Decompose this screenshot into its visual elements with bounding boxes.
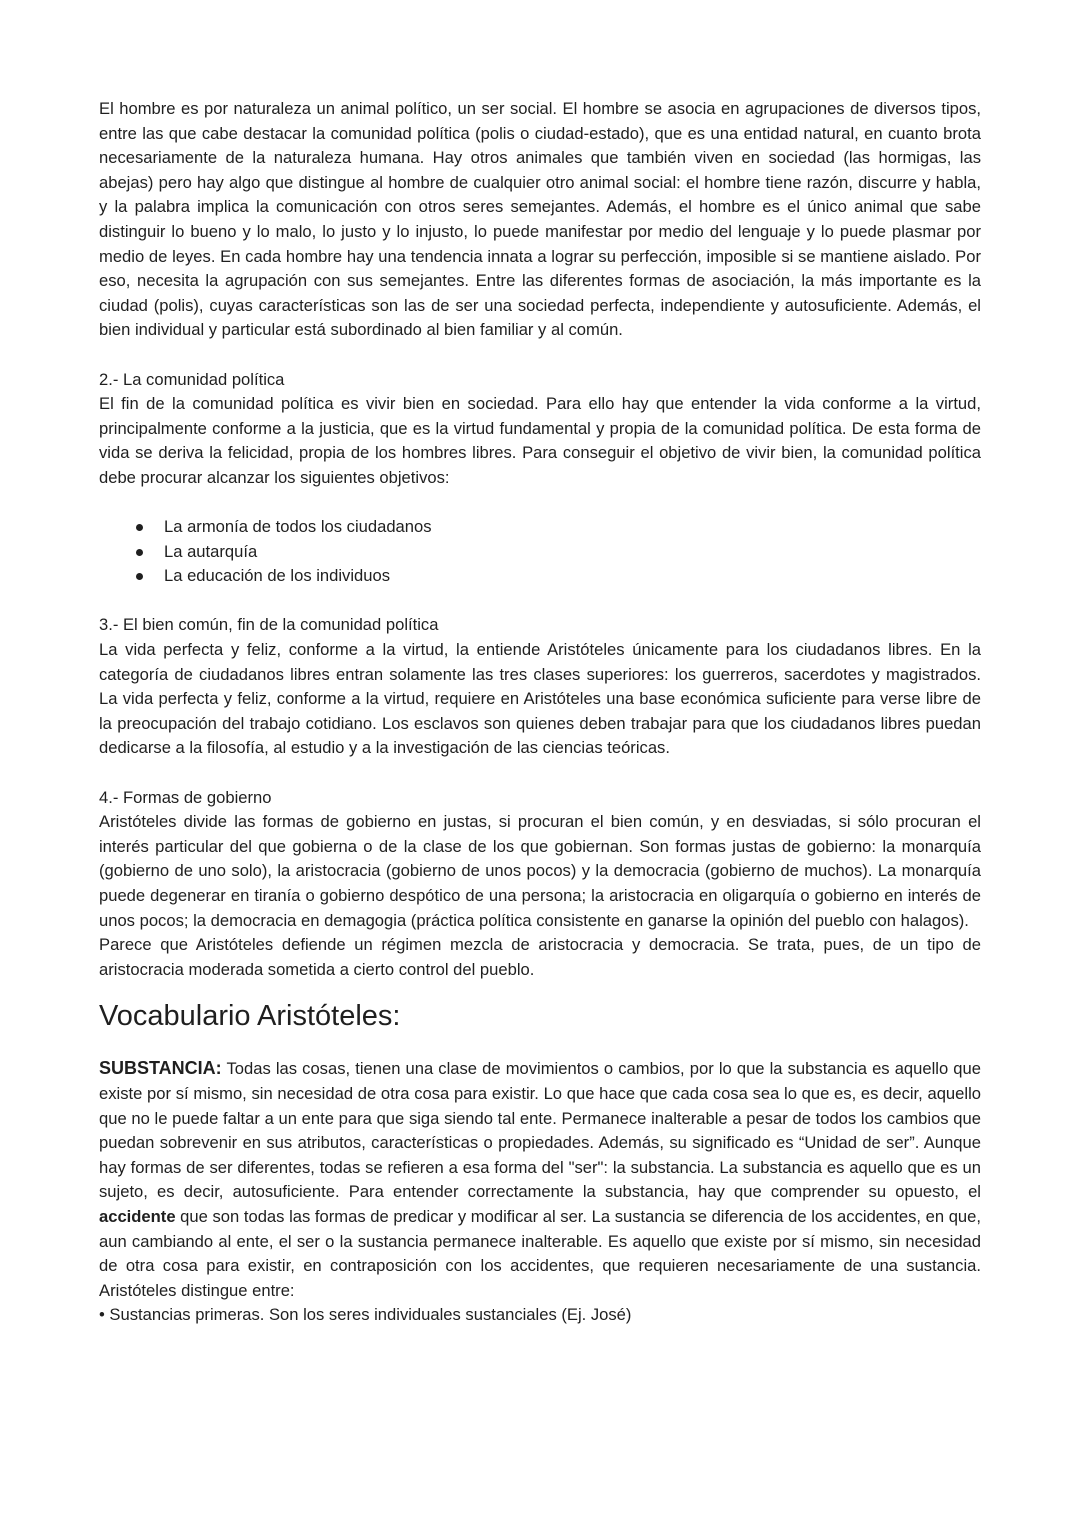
list-item: La autarquía <box>133 540 981 565</box>
term-label: SUBSTANCIA: <box>99 1058 222 1079</box>
sustancias-primeras-item: • Sustancias primeras. Son los seres individuales sustanciales (Ej. José) <box>99 1305 632 1325</box>
intro-paragraph: El hombre es por naturaleza un animal político, un ser social. El hombre se asocia en agrupaciones de diversos tipos, entre las que cabe destacar la comunidad política (polis o ciudad-estado), que es una entidad natural, en cuanto brota necesariamente de la naturaleza humana. Hay otros animales que también viven en sociedad (las hormigas, las abejas) pero hay algo que distingue al hombre de cualquier otro animal social: el hombre tiene razón, discurre y habla, y la palabra implica la comunicación con otros seres semejantes. Además, el hombre es el único animal que sabe distinguir lo bueno y lo malo, lo justo y lo injusto, lo puede manifestar por medio del lenguaje y lo puede plasmar por medio de leyes. En cada hombre hay una tendencia innata a lograr su perfección, imposible si se mantiene aislado. Por eso, necesita la agrupación con sus semejantes. Entre las diferentes formas de asociación, la más importante es la ciudad (polis), cuyas características son las de ser una sociedad perfecta, independiente y autosuficiente. Además, el bien individual y particular está subordinado al bien familiar y al común. <box>99 99 981 340</box>
objectives-list <box>99 515 981 589</box>
section-2-paragraph: El fin de la comunidad política es vivir bien en sociedad. Para ello hay que entender la vida conforme a la virtud, principalmente conforme a la justicia, que es la virtud fundamental y propia de la comunidad política. De esta forma de vida se deriva la felicidad, propia de los hombres libres. Para conseguir el objetivo de vivir bien, la comunidad política debe procurar alcanzar los siguientes objetivos: <box>99 394 981 487</box>
definition-text-a: Todas las cosas, tienen una clase de movimientos o cambios, por lo que la substancia es aquello que existe por sí mismo, sin necesidad de otra cosa para existir. Lo que hace que cada cosa sea lo que es, es decir, aquello que no le puede faltar a un ente para que siga siendo tal ente. Permanece inalterable a pesar de todos los cambios que puedan sobrevenir en sus atributos, características o propiedades. Además, su significado es “Unidad de ser”. Aunque hay formas de ser diferentes, todas se refieren a esa forma del "ser": la substancia. La substancia es aquello que es un sujeto, es decir, autosuficiente. Para entender correctamente la substancia, hay que comprender su opuesto, el <box>99 1059 981 1202</box>
vocabulary-heading: Vocabulario Aristóteles: <box>99 1000 401 1033</box>
section-3-paragraph: La vida perfecta y feliz, conforme a la virtud, la entiende Aristóteles únicamente para los ciudadanos libres. En la categoría de ciudadanos libres entran solamente las tres clases superiores: los guerreros, sacerdotes y magistrados. La vida perfecta y feliz, conforme a la virtud, requiere en Aristóteles una base económica suficiente para verse libre de la preocupación del trabajo cotidiano. Los esclavos son quienes deben trabajar para que los ciudadanos libres puedan dedicarse a la filosofía, al estudio y a la investigación de las ciencias teóricas. <box>99 640 981 758</box>
spacer <box>99 982 981 996</box>
substancia-definition <box>99 1056 981 1303</box>
accidente-term: accidente <box>99 1206 176 1226</box>
spacer <box>99 589 981 614</box>
definition-text-b: que son todas las formas de predicar y modificar al ser. La sustancia se diferencia de los accidentes, en que, aun cambiando al ente, el ser o la sustancia permanece inalterable. Es aquello que existe por sí mismo, sin necesidad de otra cosa para existir, en contraposición con los accidentes, que requieren necesariamente de una sustancia. Aristóteles distingue entre: <box>99 1206 981 1300</box>
section-2-title: 2.- La comunidad política <box>99 369 285 389</box>
list-item: La educación de los individuos <box>133 564 981 589</box>
section-4-paragraph: Aristóteles divide las formas de gobierno en justas, si procuran el bien común, y en desviadas, si sólo procuran el interés particular del que gobierna o de la clase de los que gobiernan. Son formas justas de gobierno: la monarquía (gobierno de uno solo), la aristocracia (gobierno de unos pocos) y la democracia (gobierno de muchos). La monarquía puede degenerar en tiranía o gobierno despótico de una persona; la aristocracia en oligarquía o gobierno en interés de unos pocos; la democracia en demagogia (práctica política consistente en ganarse la opinión del pueblo con halagos). <box>99 812 981 930</box>
section-4-title: 4.- Formas de gobierno <box>99 787 272 807</box>
spacer <box>99 343 981 368</box>
section-4-paragraph-2: Parece que Aristóteles defiende un régimen mezcla de aristocracia y democracia. Se trata, pues, de un tipo de aristocracia moderada sometida a cierto control del pueblo. <box>99 935 981 979</box>
list-item: La armonía de todos los ciudadanos <box>133 515 981 540</box>
spacer <box>99 491 981 516</box>
section-3-title: 3.- El bien común, fin de la comunidad política <box>99 615 439 635</box>
spacer <box>99 761 981 786</box>
